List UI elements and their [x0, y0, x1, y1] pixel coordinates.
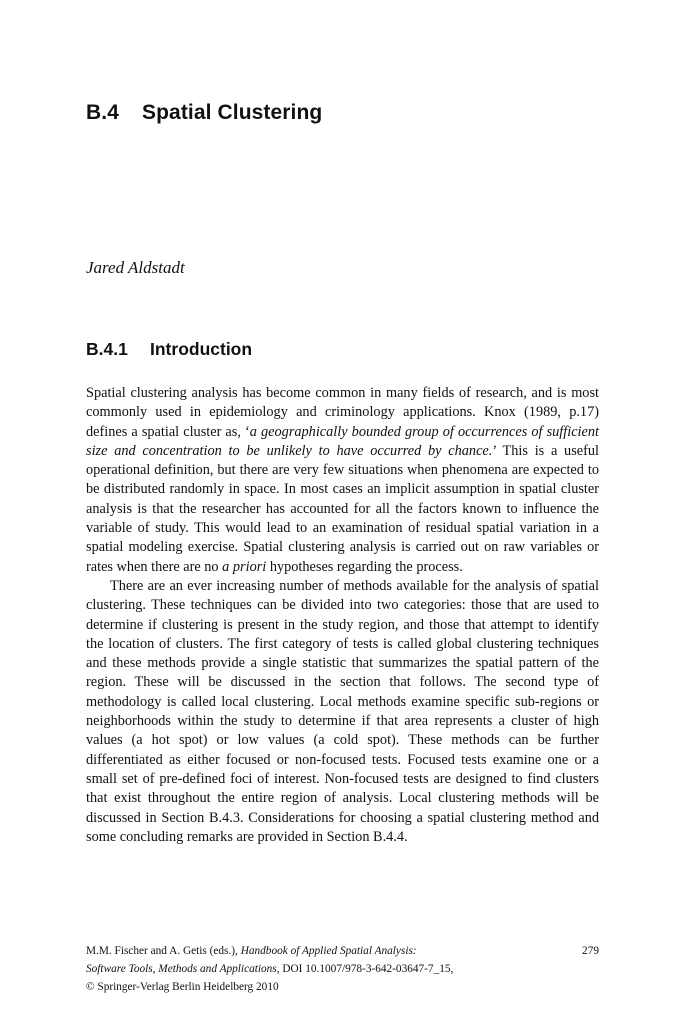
- chapter-number: B.4: [86, 101, 119, 124]
- section-number: B.4.1: [86, 339, 128, 359]
- body-text: [86, 384, 599, 847]
- author-name: Jared Aldstadt: [86, 258, 185, 277]
- footer-editors: M.M. Fischer and A. Getis (eds.),: [86, 945, 241, 957]
- footer-citation-line-2: [86, 960, 599, 978]
- paragraph-1-part-3: hypotheses regarding the process.: [266, 558, 463, 575]
- footer-copyright: © Springer-Verlag Berlin Heidelberg 2010: [86, 981, 279, 993]
- chapter-title: [86, 101, 322, 125]
- section-title: Introduction: [150, 339, 253, 359]
- footer-subtitle: Software Tools, Methods and Applications: [86, 963, 277, 975]
- chapter-title-text: Spatial Clustering: [142, 101, 323, 124]
- paragraph-2: There are an ever increasing number of methods available for the analysis of spatial clustering. These techniques can be divided into two categories: those that are used to determine if clustering is present in the study region, and those that attempt to identify the location of clusters. The first category of tests is called global clustering techniques and these methods provide a single statistic that summarizes the spatial pattern of the region. These will be discussed in the section that follows. The second type of methodology is called local clustering. Local methods examine specific sub-regions or neighborhoods within the study to determine if that area represents a cluster of high values (a hot spot) or low values (a cold spot). These methods can be further differentiated as either focused or non-focused tests. Focused tests examine one or a small set of pre-defined foci of interest. Non-focused tests are designed to find clusters that exist throughout the entire region of analysis. Local clustering methods will be discussed in Section B.4.3. Considerations for choosing a spatial clustering method and some concluding remarks are provided in Section B.4.4.: [86, 577, 599, 845]
- section-heading: [86, 339, 252, 360]
- footer-book-title: Handbook of Applied Spatial Analysis:: [240, 945, 417, 957]
- page-number: 279: [582, 945, 599, 957]
- knox-quote: a geographically bounded group of occurrences of sufficient size and concentration to be unlikely to have occurred by chance.: [86, 423, 599, 459]
- page-footer: [86, 942, 599, 996]
- footer-doi: , DOI 10.1007/978-3-642-03647-7_15,: [276, 963, 454, 975]
- paragraph-1-part-2: ’ This is a useful operational definition, but there are very few situations when phenomena are expected to be distributed randomly in space. In most cases an implicit assumption in spatial cluster analysis is that the researcher has accounted for all the factors known to influence the variable of study. This would lead to an examination of residual spatial variation in a spatial modeling exercise. Spatial clustering analysis is carried out on raw variables or rates when there are no: [86, 442, 599, 575]
- footer-citation-line-1: [86, 942, 599, 960]
- paragraph-1: [86, 384, 599, 577]
- a-priori-emphasis: a priori: [222, 558, 267, 575]
- paragraph-1-part-1: Spatial clustering analysis has become common in many fields of research, and is most commonly used in epidemiology and criminology applications. Knox (1989, p.17) defines a spatial cluster as, ‘: [86, 385, 599, 440]
